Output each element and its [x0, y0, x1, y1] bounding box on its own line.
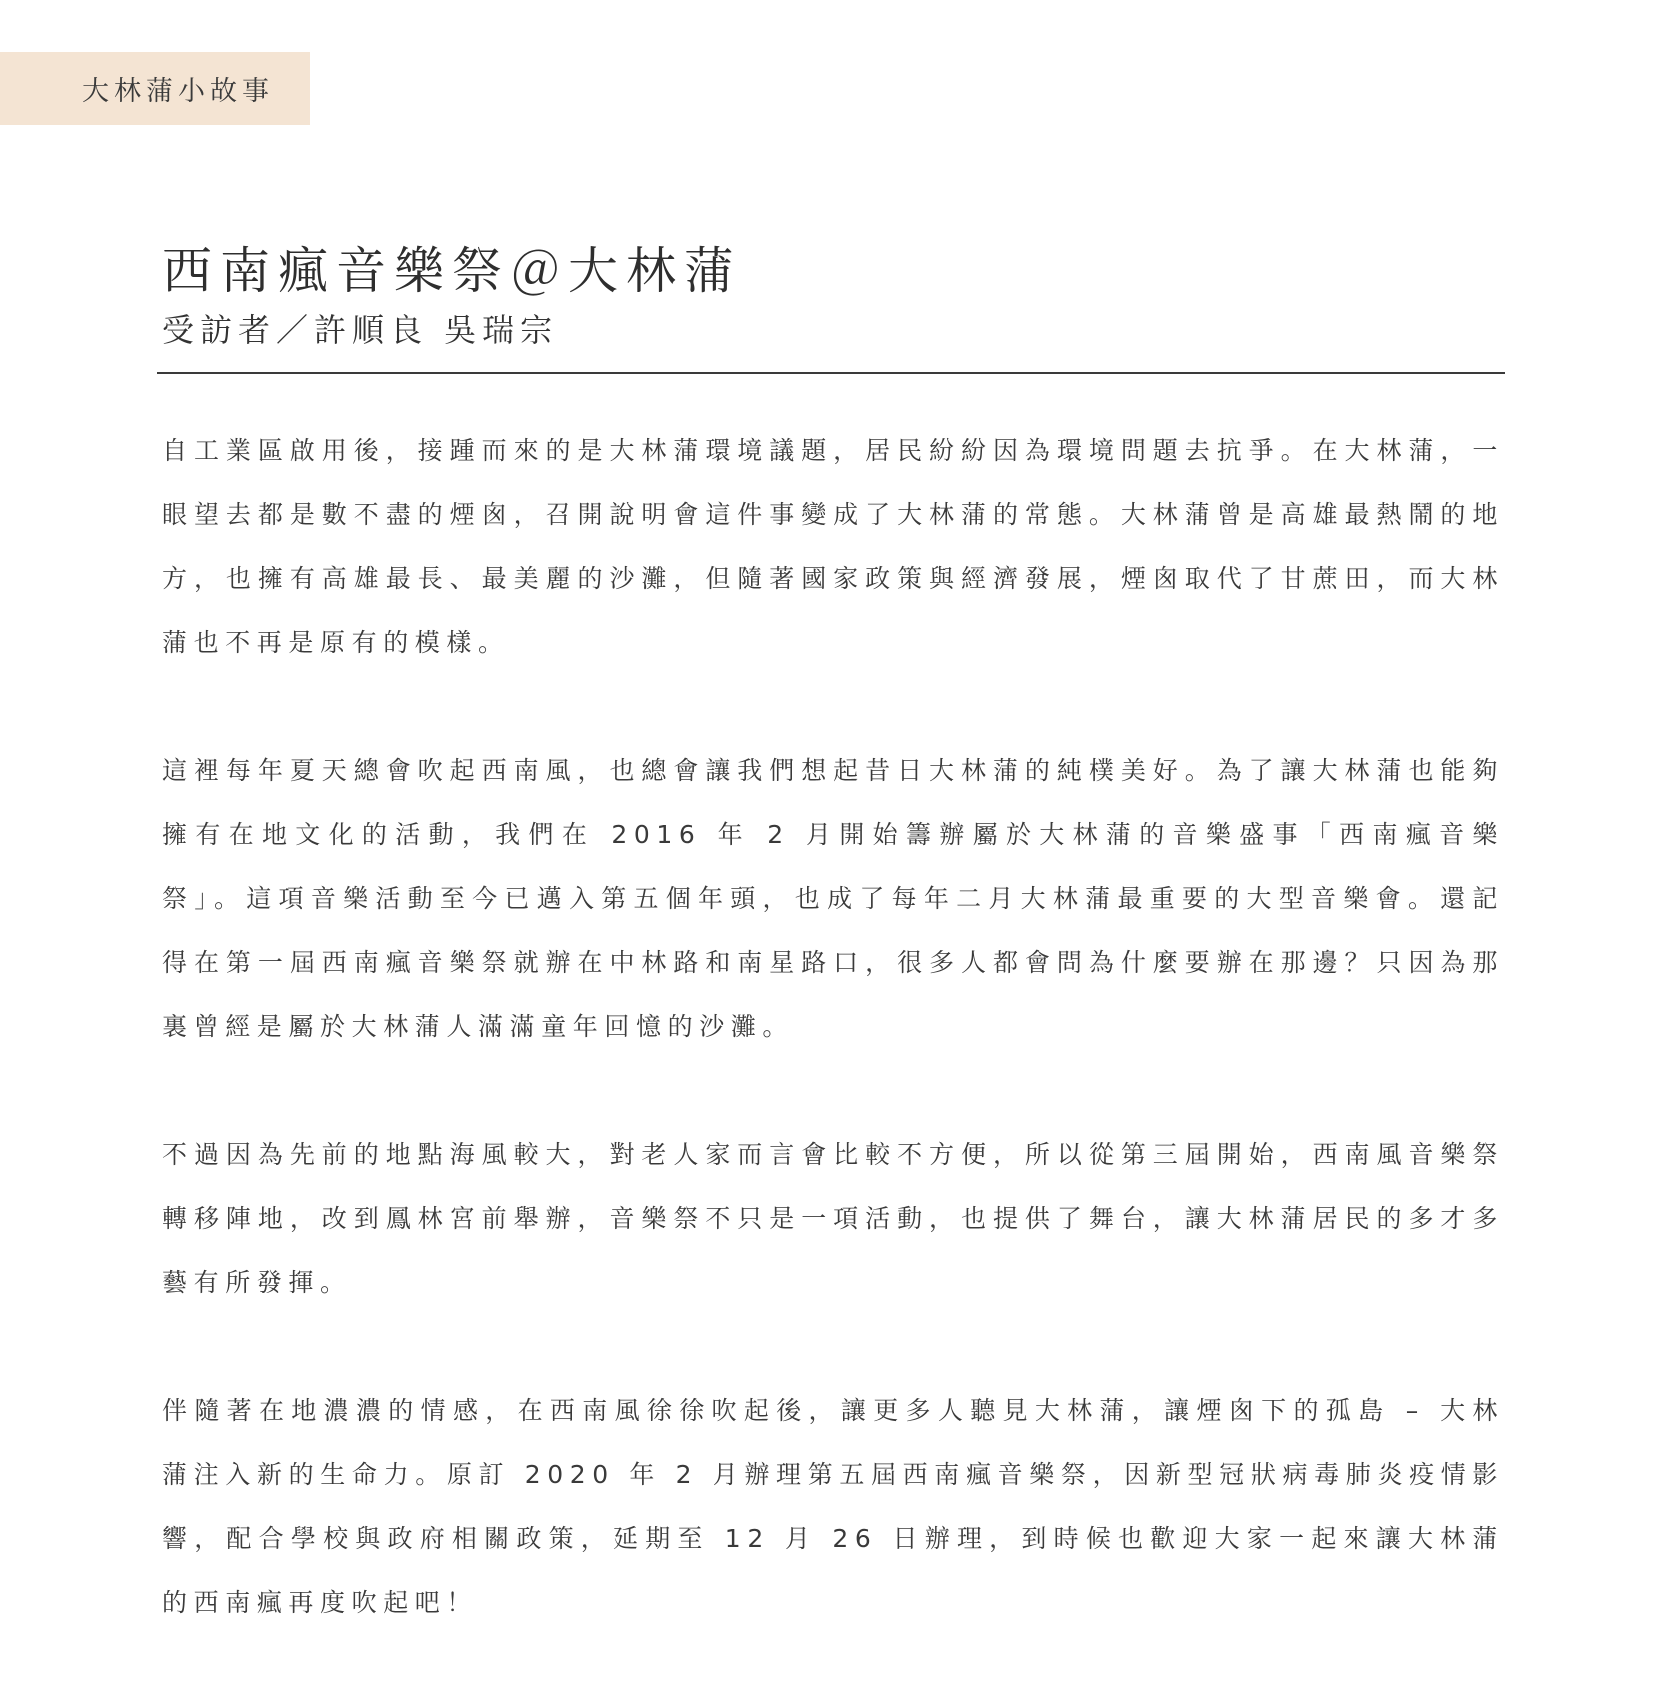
article-subtitle: 受訪者／許順良 吳瑞宗	[162, 311, 559, 349]
article-body	[162, 419, 1504, 1699]
section-tag-label: 大林蒲小故事	[82, 76, 274, 107]
section-tag	[0, 52, 310, 125]
paragraph: 這裡每年夏天總會吹起西南風，也總會讓我們想起昔日大林蒲的純樸美好。為了讓大林蒲也能夠擁有在地文化的活動，我們在 2016 年 2 月開始籌辦屬於大林蒲的音樂盛事「西南瘋音樂祭」。這項音樂活動至今已邁入第五個年頭，也成了每年二月大林蒲最重要的大型音樂會。還記得在第一屆西南瘋音樂祭就辦在中林路和南星路口，很多人都會問為什麼要辦在那邊？只因為那裏曾經是屬於大林蒲人滿滿童年回憶的沙灘。	[162, 756, 1504, 1041]
paragraph: 伴隨著在地濃濃的情感，在西南風徐徐吹起後，讓更多人聽見大林蒲，讓煙囪下的孤島 – 大林蒲注入新的生命力。原訂 2020 年 2 月辦理第五屆西南瘋音樂祭，因新型冠狀病毒肺炎疫情影響，配合學校與政府相關政策，延期至 12 月 26 日辦理，到時候也歡迎大家一起來讓大林蒲的西南瘋再度吹起吧！	[162, 1396, 1504, 1617]
paragraph: 自工業區啟用後，接踵而來的是大林蒲環境議題，居民紛紛因為環境問題去抗爭。在大林蒲，一眼望去都是數不盡的煙囪，召開說明會這件事變成了大林蒲的常態。大林蒲曾是高雄最熱鬧的地方，也擁有高雄最長、最美麗的沙灘，但隨著國家政策與經濟發展，煙囪取代了甘蔗田，而大林蒲也不再是原有的模樣。	[162, 436, 1504, 657]
article-title: 西南瘋音樂祭＠大林蒲	[162, 242, 742, 300]
title-divider	[157, 372, 1505, 374]
paragraph: 不過因為先前的地點海風較大，對老人家而言會比較不方便，所以從第三屆開始，西南風音樂祭轉移陣地，改到鳳林宮前舉辦，音樂祭不只是一項活動，也提供了舞台，讓大林蒲居民的多才多藝有所發揮。	[162, 1140, 1504, 1297]
